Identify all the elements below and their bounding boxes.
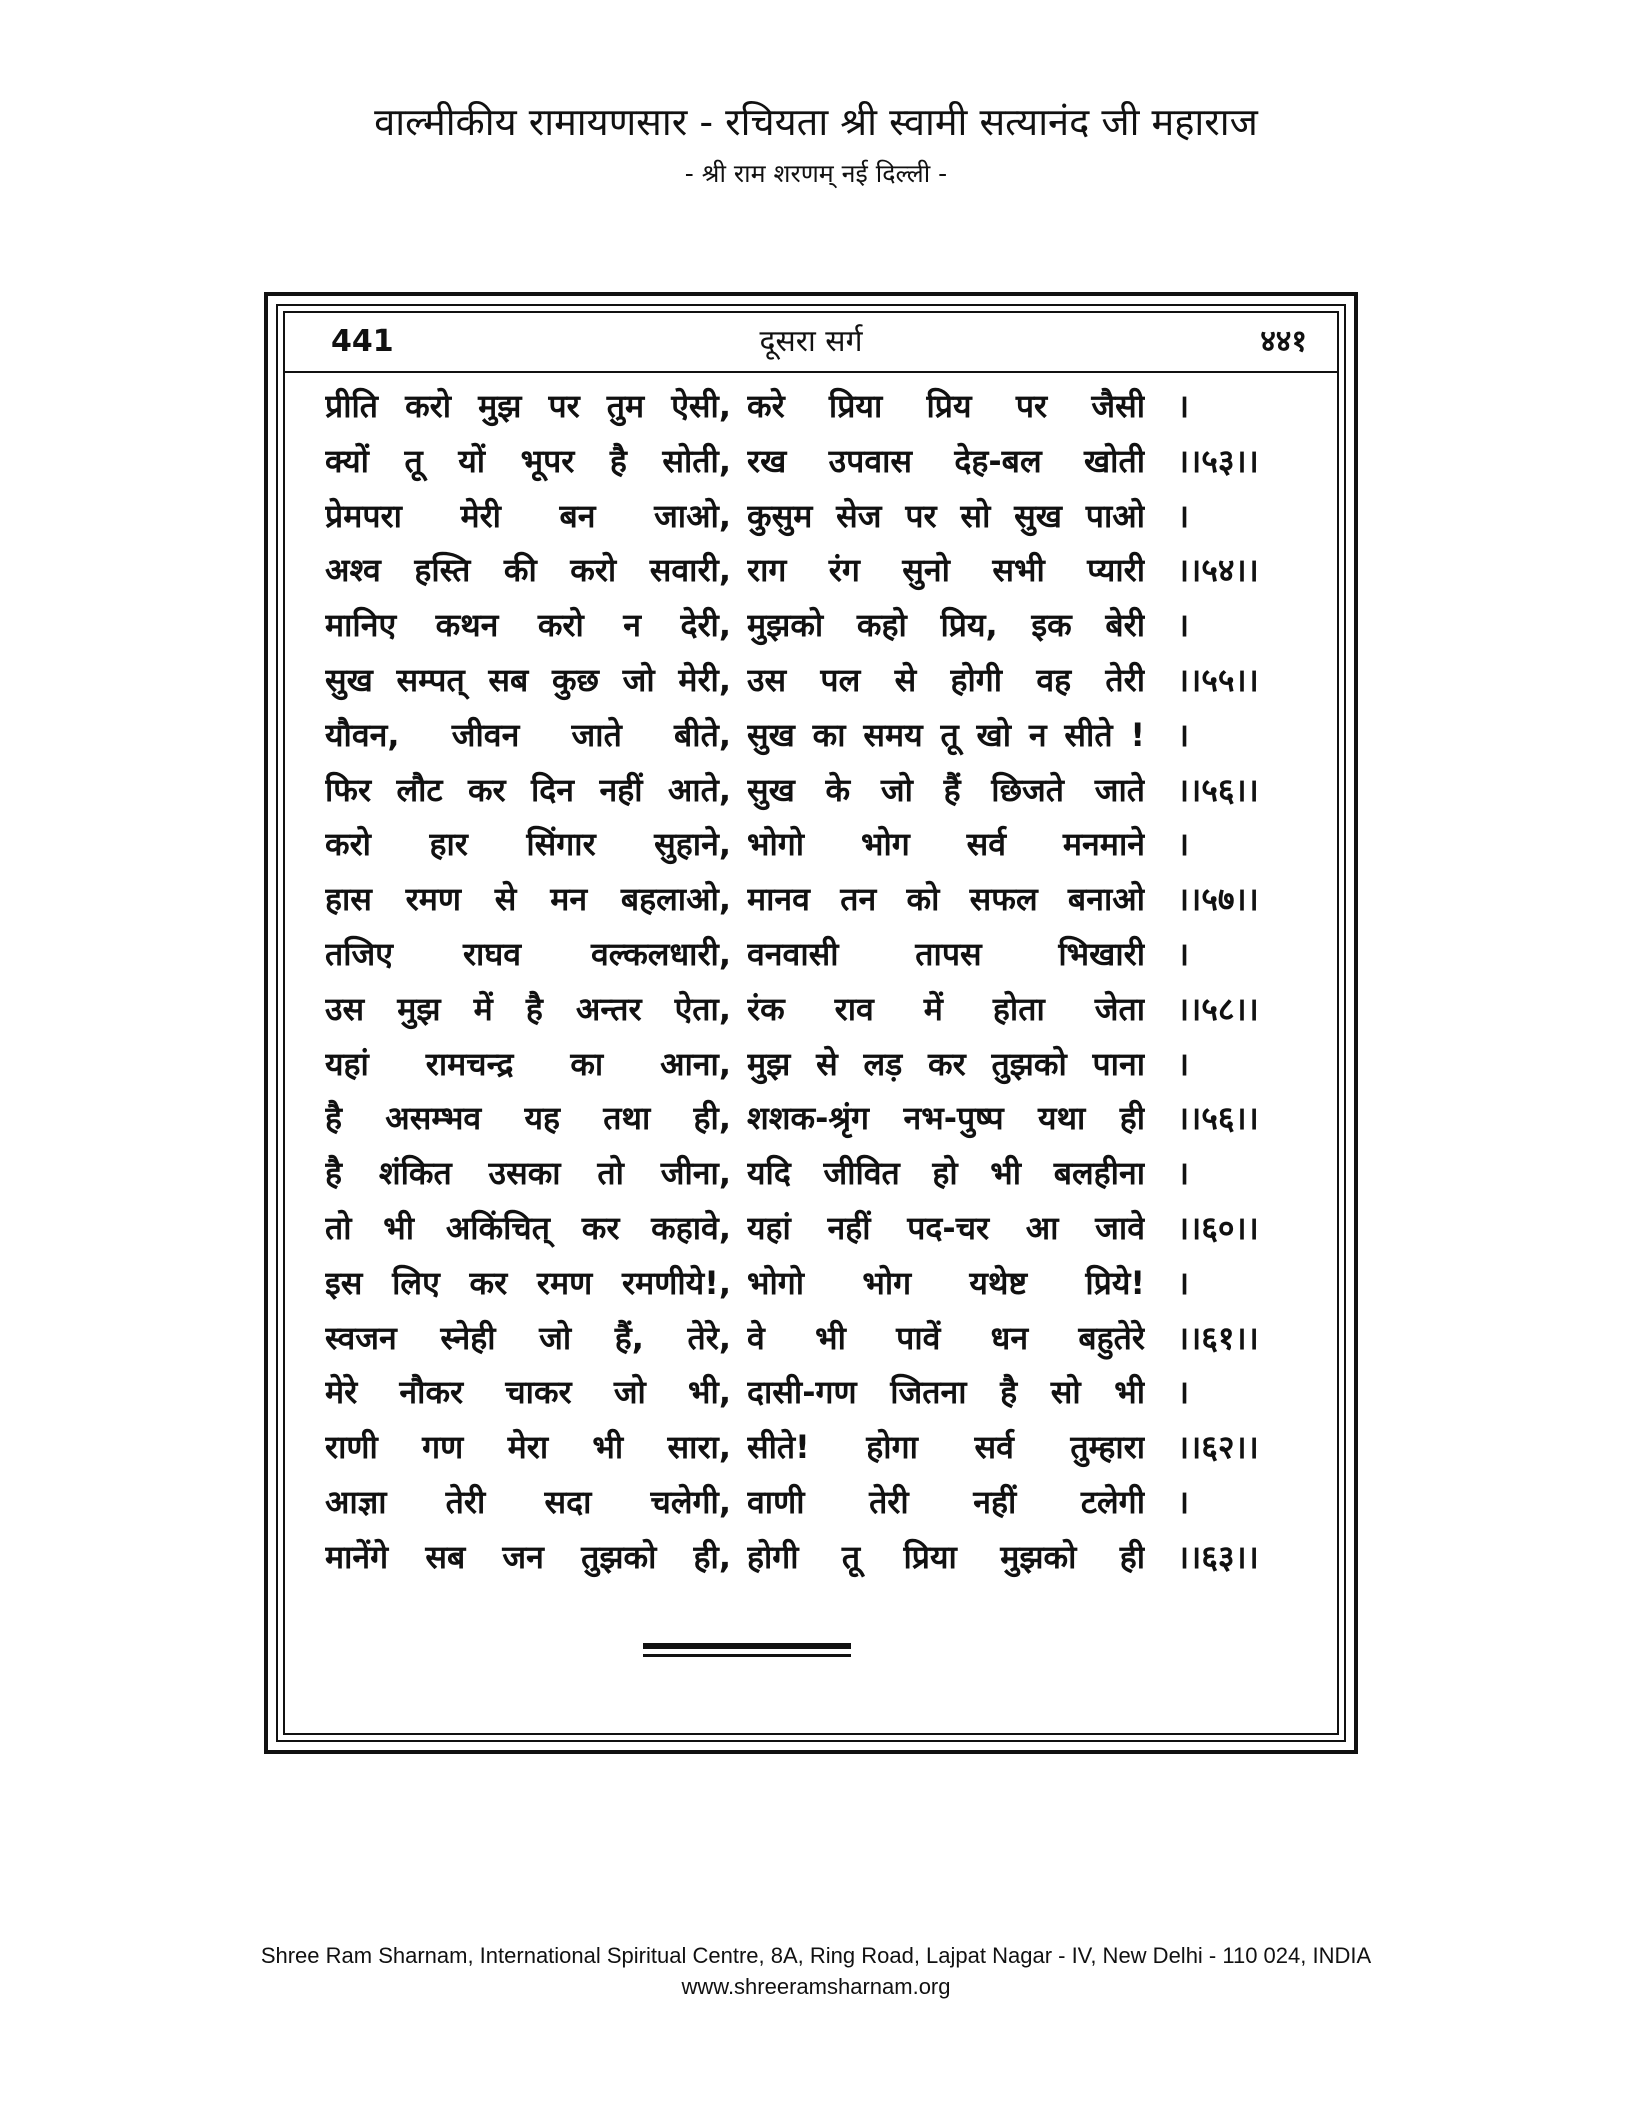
rule-thin-bar xyxy=(643,1654,851,1657)
verse-line xyxy=(325,1475,1331,1530)
page-footer xyxy=(0,1940,1632,2002)
page-number-devanagari: ४४१ xyxy=(1260,324,1307,359)
verse-list xyxy=(325,379,1331,1585)
verse-line xyxy=(325,598,1331,653)
running-head xyxy=(285,313,1337,373)
verse-first-half: सुख सम्पत् सब कुछ जो मेरी, xyxy=(325,660,731,699)
verse-mark: । xyxy=(1177,1154,1190,1193)
verse-line xyxy=(325,872,1331,927)
footer-address: Shree Ram Sharnam, International Spiritual Centre, 8A, Ring Road, Lajpat Nagar - IV, New Delhi - 110 024, INDIA xyxy=(260,1943,1372,1968)
header-subtitle: - श्री राम शरणम् नई दिल्ली - xyxy=(684,159,948,188)
verse-first-half: है असम्भव यह तथा ही, xyxy=(325,1099,731,1138)
verse-mark: । xyxy=(1177,825,1190,864)
verse-mark: । xyxy=(1177,387,1190,425)
verse-line xyxy=(325,763,1331,818)
verse-line xyxy=(325,982,1331,1037)
verse-first-half: स्वजन स्नेही जो हैं, तेरे, xyxy=(325,1318,731,1357)
verse-line xyxy=(325,927,1331,982)
verse-first-half: उस मुझ में है अन्तर ऐता, xyxy=(325,989,731,1028)
verse-line xyxy=(325,489,1331,544)
verse-mark: । xyxy=(1177,1482,1190,1521)
footer-website: www.shreeramsharnam.org xyxy=(681,1974,951,1999)
verse-second-half: वाणी तेरी नहीं टलेगी xyxy=(747,1482,1145,1521)
verse-first-half: आज्ञा तेरी सदा चलेगी, xyxy=(325,1482,731,1521)
verse-line xyxy=(325,1091,1331,1146)
verse-line xyxy=(325,1530,1331,1585)
verse-line xyxy=(325,1420,1331,1475)
verse-second-half: मुझको कहो प्रिय, इक बेरी xyxy=(747,606,1145,645)
verse-first-half: है शंकित उसका तो जीना, xyxy=(325,1154,731,1193)
verse-first-half: राणी गण मेरा भी सारा, xyxy=(325,1428,731,1467)
verse-mark: । xyxy=(1177,606,1190,645)
verse-mark: ।।६०।। xyxy=(1177,1208,1259,1247)
verse-line xyxy=(325,653,1331,708)
verse-line xyxy=(325,543,1331,598)
verse-line xyxy=(325,1146,1331,1201)
verse-second-half: यहां नहीं पद-चर आ जावे xyxy=(747,1208,1145,1247)
verse-second-half: मानव तन को सफल बनाओ xyxy=(747,880,1145,919)
verse-second-half: भोगो भोग यथेष्ट प्रिये! xyxy=(747,1263,1145,1302)
verse-mark: ।।६१।। xyxy=(1177,1318,1259,1357)
verse-first-half: यहां रामचन्द्र का आना, xyxy=(325,1044,731,1083)
verse-second-half: सीते! होगा सर्व तुम्हारा xyxy=(747,1428,1145,1467)
verse-second-half: राग रंग सुनो सभी प्यारी xyxy=(747,551,1145,590)
verse-mark: ।।५६।। xyxy=(1177,770,1259,809)
rule-thick-bar xyxy=(643,1643,851,1649)
verse-mark: ।।५४।। xyxy=(1177,551,1259,590)
verse-mark: ।।५७।। xyxy=(1177,880,1259,919)
verse-mark: ।।५८।। xyxy=(1177,989,1259,1028)
verse-second-half: करे प्रिया प्रिय पर जैसी xyxy=(747,387,1145,425)
verse-first-half: अश्व हस्ति की करो सवारी, xyxy=(325,551,731,590)
verse-line xyxy=(325,1311,1331,1366)
text-frame-outer-border xyxy=(264,292,1358,1754)
verse-mark: । xyxy=(1177,934,1190,973)
verse-mark: । xyxy=(1177,1044,1190,1083)
verse-mark: । xyxy=(1177,1263,1190,1302)
verse-first-half: करो हार सिंगार सुहाने, xyxy=(325,825,731,864)
verse-second-half: रख उपवास देह-बल खोती xyxy=(747,441,1145,480)
verse-line xyxy=(325,1201,1331,1256)
verse-second-half: मुझ से लड़ कर तुझको पाना xyxy=(747,1044,1145,1083)
verse-first-half: प्रीति करो मुझ पर तुम ऐसी, xyxy=(325,387,731,425)
verse-mark: ।।५३।। xyxy=(1177,441,1259,480)
verse-mark: ।।६३।। xyxy=(1177,1537,1259,1576)
verse-mark: ।।५६।। xyxy=(1177,1099,1259,1138)
verse-second-half: शशक-श्रृंग नभ-पुष्प यथा ही xyxy=(747,1099,1145,1138)
verse-mark: । xyxy=(1177,496,1190,535)
verse-line xyxy=(325,1037,1331,1092)
page-number-arabic: 441 xyxy=(331,324,394,359)
verse-line xyxy=(325,708,1331,763)
verse-line xyxy=(325,1365,1331,1420)
verse-first-half: प्रेमपरा मेरी बन जाओ, xyxy=(325,496,731,535)
verse-second-half: होगी तू प्रिया मुझको ही xyxy=(747,1537,1145,1576)
text-frame xyxy=(283,311,1339,1735)
verse-second-half: भोगो भोग सर्व मनमाने xyxy=(747,825,1145,864)
verse-first-half: मेरे नौकर चाकर जो भी, xyxy=(325,1373,731,1412)
verse-second-half: रंक राव में होता जेता xyxy=(747,989,1145,1028)
verse-second-half: यदि जीवित हो भी बलहीना xyxy=(747,1154,1145,1193)
verse-line xyxy=(325,817,1331,872)
verse-second-half: कुसुम सेज पर सो सुख पाओ xyxy=(747,496,1145,535)
verse-second-half: वे भी पावें धन बहुतेरे xyxy=(747,1318,1145,1357)
verse-first-half: क्यों तू यों भूपर है सोती, xyxy=(325,441,731,480)
verse-mark: ।।५५।। xyxy=(1177,660,1259,699)
verse-first-half: फिर लौट कर दिन नहीं आते, xyxy=(325,770,731,809)
verse-mark: । xyxy=(1177,715,1190,754)
verse-first-half: मानेंगे सब जन तुझको ही, xyxy=(325,1537,731,1576)
page-header xyxy=(0,96,1632,194)
verse-second-half: सुख के जो हैं छिजते जाते xyxy=(747,770,1145,809)
verse-line xyxy=(325,1256,1331,1311)
verse-line xyxy=(325,379,1331,434)
verse-first-half: तजिए राघव वल्कलधारी, xyxy=(325,934,731,973)
verse-first-half: इस लिए कर रमण रमणीये!, xyxy=(325,1263,731,1302)
verse-mark: ।।६२।। xyxy=(1177,1428,1259,1467)
chapter-title: दूसरा सर्ग xyxy=(759,324,863,359)
section-end-rule xyxy=(643,1643,851,1659)
verse-second-half: वनवासी तापस भिखारी xyxy=(747,934,1145,973)
verse-first-half: तो भी अकिंचित् कर कहावे, xyxy=(325,1208,731,1247)
verse-second-half: सुख का समय तू खो न सीते ! xyxy=(747,715,1145,754)
header-title: वाल्मीकीय रामायणसार - रचियता श्री स्वामी सत्यानंद जी महाराज xyxy=(374,100,1258,144)
verse-first-half: मानिए कथन करो न देरी, xyxy=(325,606,731,645)
verse-line xyxy=(325,434,1331,489)
verse-second-half: उस पल से होगी वह तेरी xyxy=(747,660,1145,699)
verse-mark: । xyxy=(1177,1373,1190,1412)
verse-first-half: यौवन, जीवन जाते बीते, xyxy=(325,715,731,754)
verse-second-half: दासी-गण जितना है सो भी xyxy=(747,1373,1145,1412)
verse-first-half: हास रमण से मन बहलाओ, xyxy=(325,880,731,919)
